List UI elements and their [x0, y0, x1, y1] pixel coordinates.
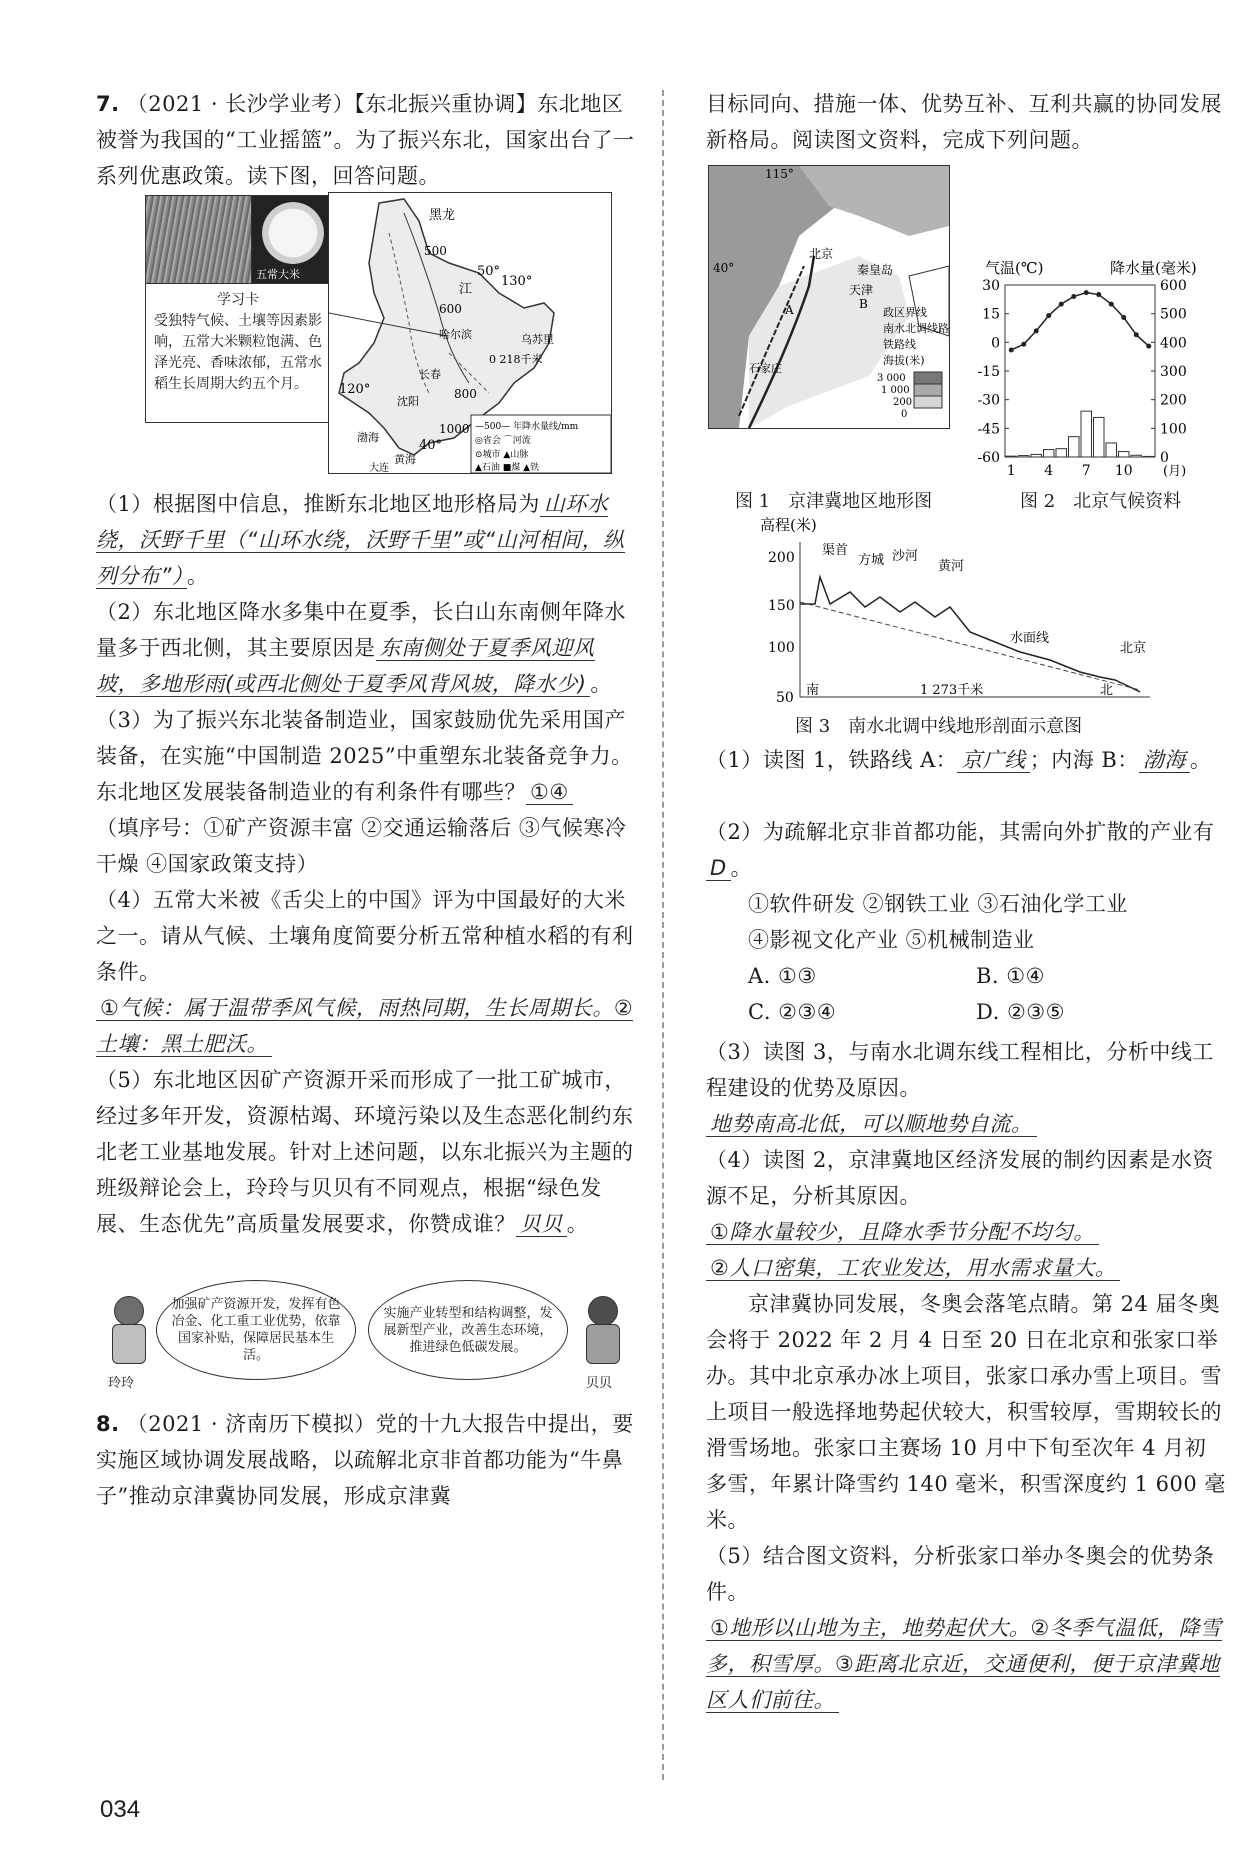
card-title: 学习卡: [217, 292, 259, 308]
q8-s5-answer: ①地形以山地为主，地势起伏大。②冬季气温低，降雪多，积雪厚。③距离北京近，交通便利，便于京津冀地区人们前往。: [706, 1616, 1222, 1712]
temperature-point-7: [1084, 290, 1089, 295]
fig1-qinhuangdao: 秦皇岛: [857, 263, 894, 277]
chart-frame: [1005, 285, 1155, 457]
y-left-tick-label: -45: [977, 421, 1000, 438]
q7-figure: [145, 195, 610, 475]
y-right-tick-label: 600: [1160, 278, 1187, 294]
q8-s1-answer-b: 渤海: [1139, 748, 1190, 773]
page-number: 034: [100, 1796, 141, 1823]
precip-bar-8: [1094, 417, 1105, 457]
temperature-point-12: [1146, 344, 1151, 349]
q7-sub3: [96, 702, 636, 882]
q7-s5-prompt: （5）东北地区因矿产资源开采而形成了一批工矿城市，经过多年开发，资源枯竭、环境污染以及生态恶化制约东北老工业基地发展。针对上述问题，以东北振兴为主题的班级辩论会上，玲玲与贝贝有不同观点，根据“绿色发展、生态优先”高质量发展要求，你赞成谁？: [96, 1068, 634, 1236]
fig1-legend-2: 铁路线: [883, 338, 916, 351]
temperature-point-10: [1121, 315, 1126, 320]
rice-label: 五常大米: [256, 268, 300, 281]
fig3-dist: 1 273千米: [920, 683, 984, 698]
q8-s4-answer-2: ②人口密集，工农业发达，用水需求量大。: [706, 1256, 1120, 1281]
debate-illustration: [96, 1280, 636, 1392]
map-lon120: 120°: [339, 382, 371, 397]
q8-paragraph: 京津冀协同发展，冬奥会落笔点睛。第 24 届冬奥会将于 2022 年 2 月 4 日至 20 日在北京和张家口举办。其中北京承办冰上项目，张家口承办雪上项目。雪上项目一般选择地势起伏较大，积雪较厚，雪期较长的滑雪场地。张家口主赛场 10 月中下旬至次年 4 月初多雪，年累计降雪约 140 毫米，积雪深度约 1 600 毫米。: [706, 1292, 1226, 1532]
temperature-point-1: [1009, 347, 1014, 352]
lingling-figure: [106, 1296, 150, 1366]
x-tick-label: 7: [1081, 463, 1091, 479]
precip-bar-5: [1056, 449, 1067, 457]
q7-sub5: [96, 1062, 636, 1242]
q8-s2-options2: ④影视文化产业 ⑤机械制造业: [748, 928, 1035, 952]
map-iso1000: 1000: [439, 422, 470, 436]
map-harbin: 哈尔滨: [439, 328, 472, 341]
q8-s2-end: 。: [730, 856, 753, 880]
q8-header-cont: 目标同向、措施一体、优势互补、互利共赢的协同发展新格局。阅读图文资料，完成下列问题。: [706, 92, 1222, 152]
temperature-point-8: [1096, 292, 1101, 297]
fig1-lon115: 115°: [765, 167, 794, 181]
map-legend-1: ◎省会 ⌒河流: [475, 436, 531, 446]
fig2-ylabel-left: 气温(℃): [985, 259, 1044, 277]
y-left-tick-label: 30: [982, 278, 1000, 294]
q7-s1-end: 。: [186, 564, 209, 588]
fig1-tianjin: 天津: [849, 283, 874, 297]
map-legend-3: ▲石油 ■煤 ▲铁: [475, 463, 540, 473]
precip-bar-6: [1069, 437, 1080, 457]
fig3-beijing: 北京: [1120, 641, 1147, 656]
y-right-tick-label: 200: [1160, 392, 1187, 409]
fig1-beijing: 北京: [809, 247, 834, 261]
y-left-tick-label: 0: [991, 335, 1000, 352]
q8-s2-options1: ①软件研发 ②钢铁工业 ③石油化学工业: [748, 892, 1128, 916]
map-iso600: 600: [439, 302, 462, 316]
q8-number: 8.: [96, 1412, 120, 1436]
map-legend-0: —500— 年降水量线/mm: [475, 422, 579, 432]
q7-s5-end: 。: [566, 1212, 589, 1236]
q7-s2-end: 。: [590, 672, 612, 696]
q8-s3-prompt: （3）读图 3，与南水北调东线工程相比，分析中线工程建设的优势及原因。: [706, 1040, 1214, 1100]
q7-s1-answer: 山环水绕，沃野千里（“山环水绕，沃野千里”或“山河相间，纵列分布”）: [96, 492, 625, 588]
fig2-climate-chart: [955, 255, 1225, 480]
q7-sub1: [96, 486, 636, 594]
temperature-point-3: [1034, 328, 1039, 333]
name-lingling: 玲玲: [108, 1376, 135, 1391]
fig1-elev-2: 200: [893, 397, 913, 408]
q8-s1-answer-a: 京广线: [957, 748, 1030, 773]
y-right-tick-label: 0: [1160, 450, 1169, 466]
y-left-tick-label: 15: [982, 306, 1000, 323]
water-surface-line: [800, 602, 1140, 690]
q7-s4-answer: ①气候：属于温带季风气候，雨热同期，生长周期长。②土壤：黑土肥沃。: [96, 996, 634, 1056]
temperature-point-11: [1134, 332, 1139, 337]
y-right-tick-label: 400: [1160, 335, 1187, 352]
precip-bar-7: [1081, 411, 1092, 457]
precip-bar-9: [1106, 443, 1117, 457]
temperature-point-4: [1046, 313, 1051, 318]
q8-opt-b: B. ①④: [976, 964, 1045, 988]
map-lat40: 40°: [419, 438, 443, 453]
fig3-water: 水面线: [1010, 631, 1050, 646]
elev-swatch-1000: [914, 384, 942, 396]
x-tick-label: 1: [1006, 463, 1016, 479]
fig3-fangcheng: 方城: [858, 553, 885, 568]
column-divider: [662, 90, 664, 1780]
map-scale: 0 218千米: [489, 353, 543, 366]
precip-bar-12: [1144, 456, 1155, 457]
fig1-legend: [877, 305, 949, 420]
fig3-south: 南: [806, 683, 820, 698]
q7-s3-options: （填序号：①矿产资源丰富 ②交通运输落后 ③气候寒冷干燥 ④国家政策支持）: [96, 816, 627, 876]
map-dalian: 大连: [369, 463, 389, 474]
q8-sub3: [706, 1034, 1226, 1142]
fig3-north: 北: [1100, 683, 1114, 698]
q7-sub2: [96, 594, 636, 702]
y-left-tick-label: -15: [977, 364, 1000, 380]
rice-field-photo: [145, 195, 252, 285]
fig1-b: B: [859, 297, 868, 311]
temperature-line: [1011, 293, 1149, 350]
map-lon130: 130°: [501, 274, 533, 289]
q8-s1-mid: ；内海 B：: [1029, 748, 1139, 772]
x-tick-label: 4: [1044, 463, 1054, 479]
map-bohai: 渤海: [357, 431, 379, 444]
card-text: 受独特气候、土壤等因素影响，五常大米颗粒饱满、色泽光亮、香味浓郁，五常水稻生长周期大约五个月。: [154, 313, 322, 392]
fig3-y150: 150: [768, 598, 795, 614]
temperature-point-9: [1109, 302, 1114, 307]
bubble-beibei: 实施产业转型和结构调整，发展新型产业，改善生态环境，推进绿色低碳发展。: [368, 1280, 568, 1380]
q8-opt-a: A. ①③: [748, 964, 817, 988]
fig1-lat40: 40°: [713, 261, 735, 275]
fig3-profile-chart: [740, 512, 1160, 712]
q7-s3-answer: ①④: [526, 780, 573, 805]
fig3-y100: 100: [768, 640, 795, 656]
q8-s1-end: 。: [1189, 748, 1212, 772]
fig3-y50: 50: [776, 690, 794, 706]
q8-s2-prompt: （2）为疏解北京非首都功能，其需向外扩散的产业有: [706, 820, 1215, 844]
map-legend-2: ⊙城市 ▲山脉: [475, 450, 529, 460]
precip-bar-11: [1131, 455, 1142, 457]
y-left-tick-label: -30: [977, 392, 1000, 409]
fig1-a: A: [785, 303, 794, 317]
map-lat50: 50°: [477, 264, 501, 279]
q8-sub1: [706, 742, 1226, 778]
map-iso500: 500: [424, 244, 447, 258]
precip-bar-3: [1031, 454, 1042, 457]
fig2-ylabel-right: 降水量(毫米): [1110, 259, 1197, 277]
precip-bar-10: [1119, 452, 1130, 457]
q8-s1-prompt: （1）读图 1，铁路线 A：: [706, 748, 958, 772]
fig3-qushou: 渠首: [822, 543, 849, 558]
map-shenyang: 沈阳: [397, 395, 419, 408]
precip-bar-2: [1019, 456, 1030, 457]
name-beibei: 贝贝: [586, 1376, 613, 1391]
fig1-legend-0: 政区界线: [883, 306, 927, 319]
rice-grain-photo: [251, 195, 333, 285]
elev-swatch-3000: [914, 372, 942, 384]
fig1-legend-3: 海拔(米): [883, 354, 925, 367]
temperature-point-6: [1071, 294, 1076, 299]
q7-sub4: [96, 882, 636, 1062]
fig3-huanghe: 黄河: [938, 559, 965, 574]
q8-s2-answer: D: [706, 856, 731, 881]
fig3-caption: 图 3 南水北调中线地形剖面示意图: [795, 716, 1083, 737]
precip-bar-1: [1006, 456, 1017, 457]
q8-header: [96, 1406, 636, 1514]
elev-swatch-200: [914, 396, 942, 408]
fig1-elev-1: 1 000: [881, 385, 910, 396]
fig1-shijiazhuang: 石家庄: [749, 362, 782, 375]
q7-s1-prompt: （1）根据图中信息，推断东北地区地形格局为: [96, 492, 540, 516]
y-left-tick-label: -60: [977, 450, 1000, 466]
q7-header-text: （2021 · 长沙学业考）【东北振兴重协调】东北地区被誉为我国的“工业摇篮”。为了振兴东北，国家出台了一系列优惠政策。读下图，回答问题。: [96, 92, 635, 188]
map-huanghai: 黄海: [394, 453, 416, 466]
y-right-tick-label: 100: [1160, 421, 1187, 438]
fig1-elev-3: 0: [901, 409, 908, 420]
q7-s2-answer: 东南侧处于夏季风迎风坡，多地形雨(或西北侧处于夏季风背风坡，降水少): [96, 636, 595, 696]
q7-s3-prompt: （3）为了振兴东北装备制造业，国家鼓励优先采用国产装备，在实施“中国制造 2025”中重塑东北装备竞争力。东北地区发展装备制造业的有利条件有哪些？: [96, 708, 633, 804]
x-axis-label: (月): [1163, 464, 1187, 479]
x-tick-label: 10: [1114, 463, 1133, 479]
beibei-figure: [580, 1296, 624, 1366]
map-wusuli: 乌苏里: [521, 333, 554, 346]
q8-s4-answer-1: ①降水量较少，且降水季节分配不均匀。: [706, 1220, 1099, 1245]
fig1-caption: 图 1 京津冀地区地形图: [735, 491, 933, 512]
q8-sub5: [706, 1538, 1226, 1718]
q8-header-text: （2021 · 济南历下模拟）党的十九大报告中提出，要实施区域协调发展战略，以疏解北京非首都功能为“牛鼻子”推动京津冀协同发展，形成京津冀: [96, 1412, 634, 1508]
precip-bar-4: [1044, 450, 1055, 457]
learning-card: [145, 283, 331, 423]
fig3-shahe: 沙河: [892, 549, 919, 564]
q7-s4-prompt: （4）五常大米被《舌尖上的中国》评为中国最好的大米之一。请从气候、土壤角度简要分析五常种植水稻的有利条件。: [96, 888, 634, 984]
map-heilong: 黑龙: [429, 208, 456, 223]
map-changchun: 长春: [419, 368, 441, 381]
q8-s3-answer: 地势南高北低，可以顺地势自流。: [706, 1112, 1037, 1137]
fig1-legend-1: 南水北调线路: [883, 322, 949, 335]
q8-s4-prompt: （4）读图 2，京津冀地区经济发展的制约因素是水资源不足，分析其原因。: [706, 1148, 1214, 1208]
fig1-elev-0: 3 000: [877, 373, 906, 384]
q7-s2-prompt: （2）东北地区降水多集中在夏季，长白山东南侧年降水量多于西北侧，其主要原因是: [96, 600, 626, 660]
fig3-ylabel: 高程(米): [760, 516, 817, 534]
q8-sub2: [706, 814, 1226, 886]
y-right-tick-label: 300: [1160, 364, 1187, 380]
bubble-lingling: 加强矿产资源开发，发挥有色冶金、化工重工业优势，依靠国家补贴，保障居民基本生活。: [156, 1280, 356, 1380]
q8-sub4: [706, 1142, 1226, 1286]
fig3-y200: 200: [768, 550, 795, 566]
q8-opt-d: D. ②③⑤: [976, 1000, 1065, 1024]
q8-opt-c: C. ②③④: [748, 1000, 837, 1024]
q8-s5-prompt: （5）结合图文资料，分析张家口举办冬奥会的优势条件。: [706, 1544, 1215, 1604]
q7-number: 7.: [96, 92, 120, 116]
fig2-caption: 图 2 北京气候资料: [1020, 491, 1182, 512]
q7-header: [96, 86, 636, 194]
fig1-terrain-map: [708, 165, 950, 429]
y-right-tick-label: 500: [1160, 306, 1187, 323]
temperature-point-5: [1059, 302, 1064, 307]
map-jiang: 江: [459, 282, 473, 297]
northeast-map: [328, 192, 612, 474]
terrain-profile-line: [800, 577, 1140, 692]
q7-s5-answer: 贝贝: [516, 1212, 567, 1237]
temperature-point-2: [1021, 342, 1026, 347]
map-iso800: 800: [454, 387, 477, 401]
